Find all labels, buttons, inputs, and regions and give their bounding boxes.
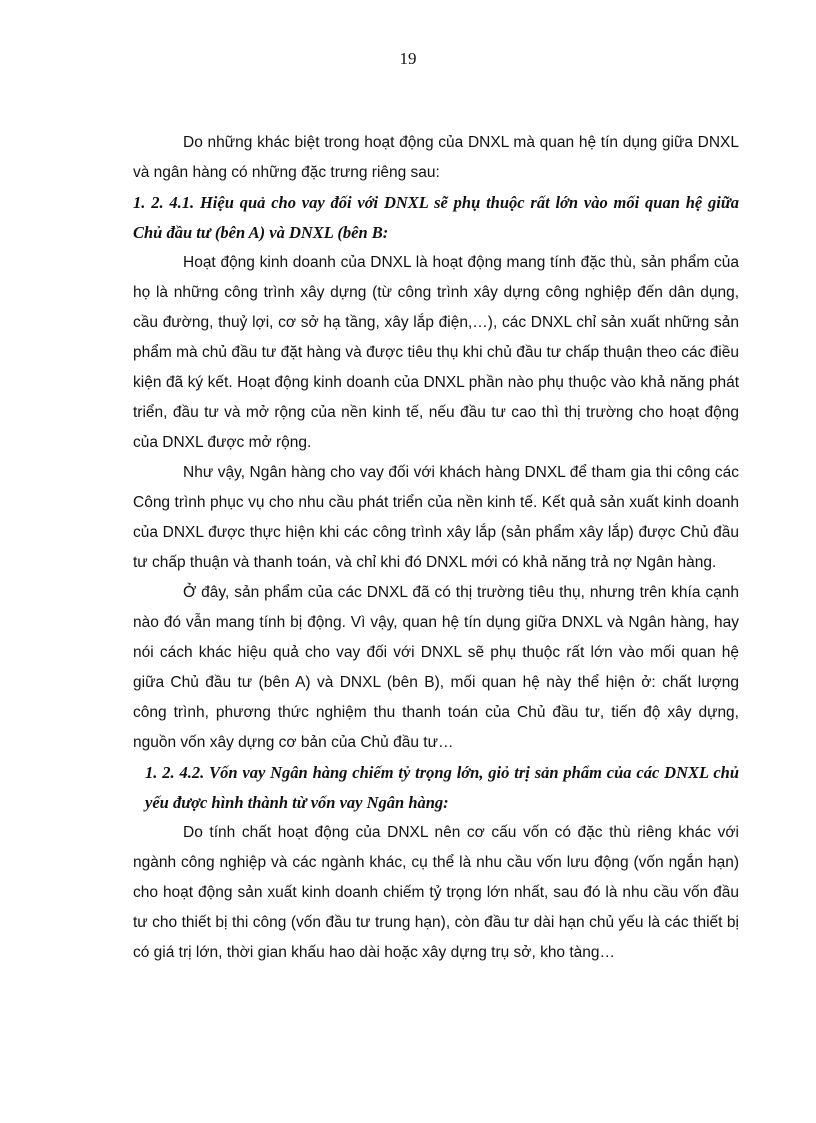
body-paragraph: Hoạt động kinh doanh của DNXL là hoạt động mang tính đặc thù, sản phẩm của họ là những công trình xây dựng (từ công trình xây dựng công nghiệp đến dân dụng, cầu đường, thuỷ lợi, cơ sở hạ tầng, xây lắp điện,…), các DNXL chỉ sản xuất những sản phẩm mà chủ đầu tư đặt hàng và được tiêu thụ khi chủ đầu tư chấp thuận theo các điều kiện đã ký kết. Hoạt động kinh doanh của DNXL phần nào phụ thuộc vào khả năng phát triển, đầu tư và mở rộng của nền kinh tế, nếu đầu tư cao thì thị trường cho hoạt động của DNXL được mở rộng. [133,254,739,451]
intro-paragraph: Do những khác biệt trong hoạt động của DNXL mà quan hệ tín dụng giữa DNXL và ngân hàng có những đặc trưng riêng sau: [133,134,739,181]
body-paragraph: Như vậy, Ngân hàng cho vay đối với khách hàng DNXL để tham gia thi công các Công trình phục vụ cho nhu cầu phát triển của nền kinh tế. Kết quả sản xuất kinh doanh của DNXL được thực hiện khi các công trình xây lắp (sản phẩm xây lắp) được Chủ đầu tư chấp thuận và thanh toán, và chỉ khi đó DNXL mới có khả năng trả nợ Ngân hàng. [133,464,739,571]
page-number: 19 [399,49,417,68]
body-paragraph: Do tính chất hoạt động của DNXL nên cơ cấu vốn có đặc thù riêng khác với ngành công nghiệp và các ngành khác, cụ thể là nhu cầu vốn lưu động (vốn ngắn hạn) cho hoạt động sản xuất kinh doanh chiếm tỷ trọng lớn nhất, sau đó là nhu cầu vốn đầu tư cho thiết bị thi công (vốn đầu tư trung hạn), còn đầu tư dài hạn chủ yếu là các thiết bị có giá trị lớn, thời gian khấu hao dài hoặc xây dựng trụ sở, kho tàng… [133,824,739,961]
body-paragraph: Ở đây, sản phẩm của các DNXL đã có thị trường tiêu thụ, nhưng trên khía cạnh nào đó vẫn mang tính bị động. Vì vậy, quan hệ tín dụng giữa DNXL và Ngân hàng, hay nói cách khác hiệu quả cho vay đối với DNXL sẽ phụ thuộc rất lớn vào mối quan hệ giữa Chủ đầu tư (bên A) và DNXL (bên B), mối quan hệ này thể hiện ở: chất lượng công trình, phương thức nghiệm thu thanh toán của Chủ đầu tư, tiến độ xây dựng, nguồn vốn xây dựng cơ bản của Chủ đầu tư… [133,584,739,751]
section-heading-1-2-4-2: 1. 2. 4.2. Vốn vay Ngân hàng chiếm tỷ trọng lớn, giỏ trị sản phẩm của các DNXL chủ yếu được hình thành từ vốn vay Ngân hàng: [145,763,739,812]
section-heading-1-2-4-1: 1. 2. 4.1. Hiệu quả cho vay đối với DNXL sẽ phụ thuộc rất lớn vào mối quan hệ giữa Chủ đầu tư (bên A) và DNXL (bên B: [133,193,739,242]
page-body [133,128,739,968]
